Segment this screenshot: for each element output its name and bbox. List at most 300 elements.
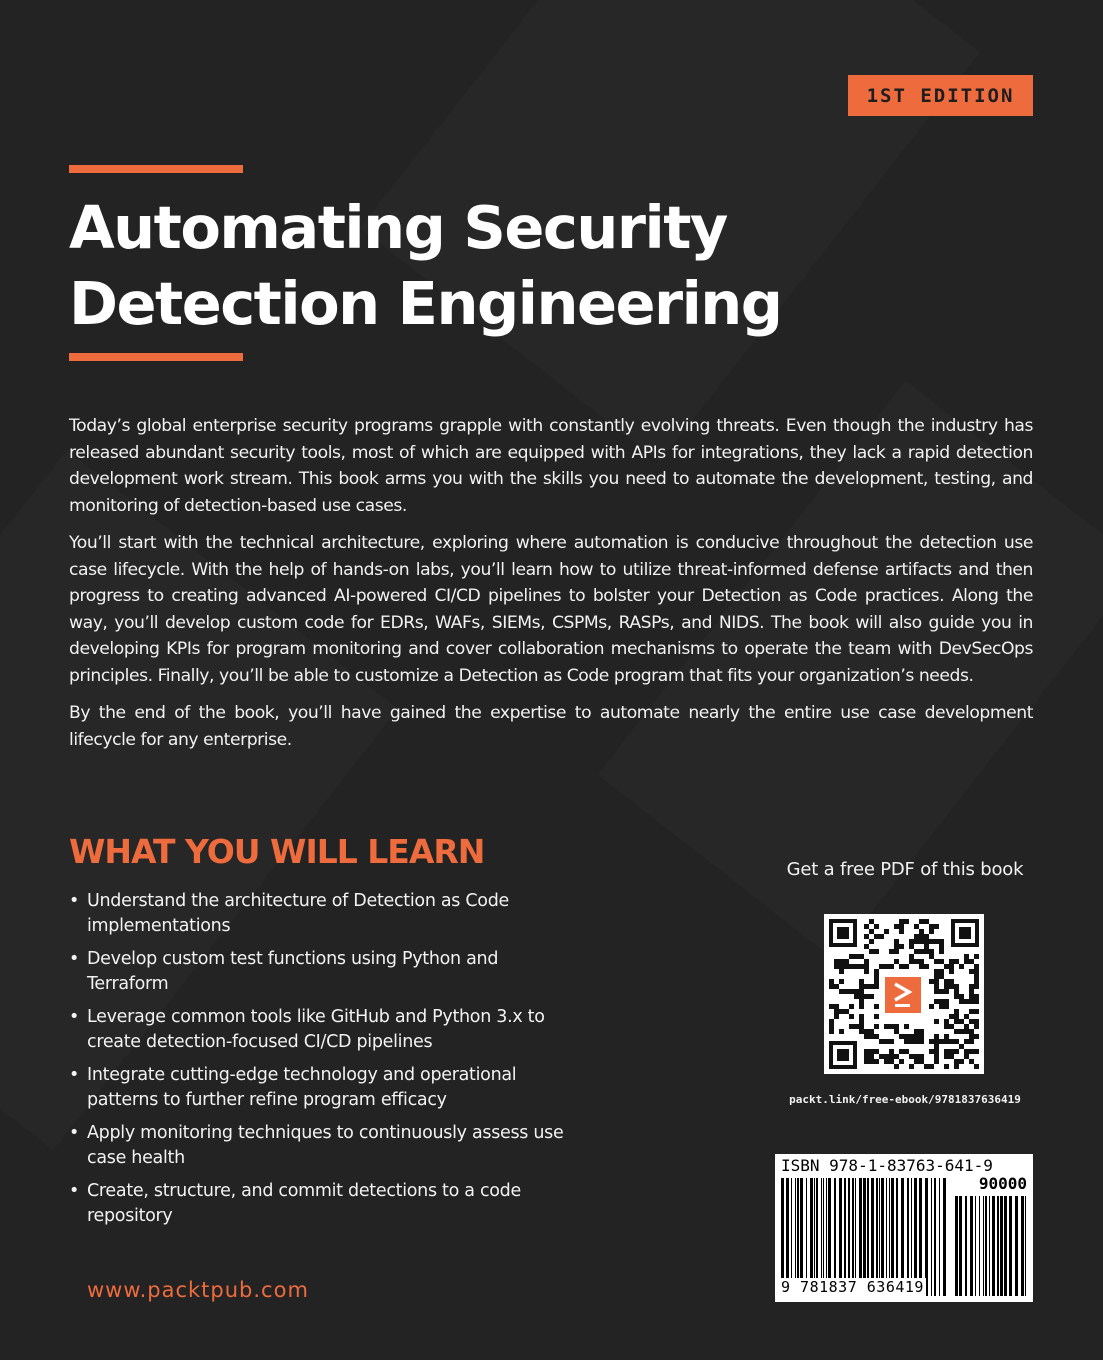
bullet-icon: • bbox=[69, 1123, 80, 1143]
qr-module bbox=[939, 989, 944, 994]
qr-module bbox=[949, 1054, 954, 1059]
qr-module bbox=[874, 979, 879, 984]
qr-module bbox=[939, 969, 944, 974]
qr-module bbox=[954, 994, 959, 999]
learn-heading: WHAT YOU WILL LEARN bbox=[69, 832, 485, 871]
qr-module bbox=[864, 1054, 869, 1059]
qr-module bbox=[934, 1039, 939, 1044]
qr-module bbox=[889, 1024, 894, 1029]
qr-module bbox=[944, 984, 949, 989]
qr-module bbox=[834, 1004, 839, 1009]
qr-module bbox=[899, 964, 904, 969]
qr-module bbox=[929, 929, 934, 934]
qr-module bbox=[924, 1064, 929, 1069]
qr-module bbox=[974, 1009, 979, 1014]
qr-module bbox=[874, 1004, 879, 1009]
qr-module bbox=[894, 1054, 899, 1059]
bullet-icon: • bbox=[69, 1065, 80, 1085]
qr-module bbox=[914, 939, 919, 944]
qr-module bbox=[899, 1059, 904, 1064]
qr-module bbox=[864, 984, 869, 989]
qr-module bbox=[969, 999, 974, 1004]
qr-module bbox=[934, 974, 939, 979]
qr-module bbox=[964, 1049, 969, 1054]
qr-module bbox=[939, 999, 944, 1004]
qr-module bbox=[919, 959, 924, 964]
barcode-bar bbox=[965, 1196, 967, 1296]
qr-module bbox=[954, 1064, 959, 1069]
bullet-icon: • bbox=[69, 891, 80, 911]
book-title: Automating Security Detection Engineering bbox=[69, 193, 782, 338]
qr-module bbox=[869, 1049, 874, 1054]
learn-item-text: Integrate cutting-edge technology and operational patterns to further refine program efficacy bbox=[87, 1065, 517, 1110]
barcode-bar bbox=[939, 1178, 940, 1296]
qr-module bbox=[894, 959, 899, 964]
qr-module bbox=[864, 1029, 869, 1034]
qr-module bbox=[839, 964, 844, 969]
qr-module bbox=[909, 1034, 914, 1039]
qr-module bbox=[954, 1019, 959, 1024]
qr-finder-top-right bbox=[951, 919, 979, 947]
qr-module bbox=[934, 1049, 939, 1054]
qr-module bbox=[974, 999, 979, 1004]
learn-item bbox=[69, 1121, 569, 1171]
barcode-bar bbox=[983, 1196, 984, 1296]
barcode-bar bbox=[1025, 1196, 1026, 1296]
barcode-bar bbox=[955, 1196, 958, 1296]
qr-module bbox=[914, 1059, 919, 1064]
qr-module bbox=[889, 964, 894, 969]
qr-module bbox=[904, 1039, 909, 1044]
qr-module bbox=[894, 924, 899, 929]
qr-module bbox=[919, 964, 924, 969]
qr-module bbox=[969, 1039, 974, 1044]
qr-module bbox=[874, 1024, 879, 1029]
edition-badge: 1ST EDITION bbox=[848, 75, 1033, 116]
qr-module bbox=[874, 1034, 879, 1039]
qr-module bbox=[904, 919, 909, 924]
qr-module bbox=[894, 944, 899, 949]
qr-module bbox=[859, 1014, 864, 1019]
qr-module bbox=[899, 919, 904, 924]
qr-module bbox=[849, 1014, 854, 1019]
qr-module bbox=[934, 1059, 939, 1064]
qr-module bbox=[964, 1054, 969, 1059]
learn-list bbox=[69, 889, 569, 1237]
qr-module bbox=[944, 964, 949, 969]
qr-module bbox=[884, 1024, 889, 1029]
qr-module bbox=[859, 979, 864, 984]
qr-module bbox=[954, 1009, 959, 1014]
qr-module bbox=[969, 989, 974, 994]
description-paragraph: By the end of the book, you’ll have gained the expertise to automate nearly the entire use case development lifecycle for any enterprise. bbox=[69, 703, 1033, 750]
qr-module bbox=[894, 949, 899, 954]
qr-module bbox=[869, 994, 874, 999]
barcode-bar bbox=[931, 1178, 932, 1296]
qr-module bbox=[969, 959, 974, 964]
barcode-bar bbox=[975, 1196, 976, 1296]
learn-item-text: Understand the architecture of Detection as Code implementations bbox=[87, 891, 509, 936]
barcode-bar bbox=[1015, 1196, 1018, 1296]
qr-module bbox=[904, 1049, 909, 1054]
qr-module bbox=[974, 1049, 979, 1054]
qr-module bbox=[909, 944, 914, 949]
qr-module bbox=[964, 999, 969, 1004]
qr-module bbox=[854, 964, 859, 969]
qr-module bbox=[919, 1034, 924, 1039]
qr-module bbox=[949, 1024, 954, 1029]
qr-module bbox=[829, 1004, 834, 1009]
qr-module bbox=[974, 1034, 979, 1039]
qr-module bbox=[934, 979, 939, 984]
qr-module bbox=[929, 979, 934, 984]
qr-module bbox=[969, 1034, 974, 1039]
qr-module bbox=[949, 984, 954, 989]
barcode-bar bbox=[970, 1196, 973, 1296]
qr-module bbox=[859, 1024, 864, 1029]
qr-module bbox=[839, 969, 844, 974]
learn-item bbox=[69, 1005, 569, 1055]
qr-module bbox=[909, 1054, 914, 1059]
qr-module bbox=[969, 1019, 974, 1024]
qr-module bbox=[894, 1064, 899, 1069]
qr-module bbox=[944, 979, 949, 984]
bullet-icon: • bbox=[69, 1007, 80, 1027]
qr-module bbox=[974, 964, 979, 969]
qr-module bbox=[944, 1004, 949, 1009]
qr-module bbox=[959, 1044, 964, 1049]
qr-module bbox=[944, 1039, 949, 1044]
qr-module bbox=[899, 1049, 904, 1054]
qr-code-graphic bbox=[824, 914, 984, 1074]
qr-module bbox=[864, 959, 869, 964]
qr-module bbox=[914, 1029, 919, 1034]
qr-module bbox=[839, 1009, 844, 1014]
qr-module bbox=[844, 964, 849, 969]
qr-module bbox=[954, 1059, 959, 1064]
qr-module bbox=[919, 1059, 924, 1064]
qr-module bbox=[924, 964, 929, 969]
qr-module bbox=[889, 1059, 894, 1064]
qr-module bbox=[929, 1039, 934, 1044]
qr-module bbox=[829, 1024, 834, 1029]
barcode-bar bbox=[959, 1196, 962, 1296]
qr-module bbox=[929, 1004, 934, 1009]
qr-module bbox=[914, 924, 919, 929]
qr-module bbox=[859, 1004, 864, 1009]
qr-code[interactable] bbox=[824, 914, 984, 1074]
barcode-bar bbox=[943, 1178, 946, 1296]
qr-module bbox=[929, 924, 934, 929]
qr-module bbox=[919, 1039, 924, 1044]
barcode-bar bbox=[992, 1196, 995, 1296]
qr-module bbox=[964, 1039, 969, 1044]
qr-module bbox=[914, 959, 919, 964]
qr-module bbox=[959, 994, 964, 999]
qr-module bbox=[959, 1019, 964, 1024]
qr-module bbox=[949, 1039, 954, 1044]
qr-module bbox=[834, 1014, 839, 1019]
qr-module bbox=[854, 954, 859, 959]
qr-module bbox=[964, 959, 969, 964]
qr-module bbox=[879, 964, 884, 969]
qr-module bbox=[884, 1059, 889, 1064]
barcode-bar bbox=[1009, 1196, 1012, 1296]
qr-module bbox=[954, 1049, 959, 1054]
qr-module bbox=[974, 1064, 979, 1069]
qr-module bbox=[969, 1049, 974, 1054]
qr-module bbox=[849, 989, 854, 994]
qr-module bbox=[869, 949, 874, 954]
qr-module bbox=[964, 954, 969, 959]
qr-module bbox=[969, 994, 974, 999]
qr-module bbox=[899, 929, 904, 934]
bullet-icon: • bbox=[69, 949, 80, 969]
qr-module bbox=[974, 1019, 979, 1024]
qr-module bbox=[879, 934, 884, 939]
qr-module bbox=[874, 949, 879, 954]
qr-module bbox=[954, 1014, 959, 1019]
learn-item-text: Apply monitoring techniques to continuously assess use case health bbox=[87, 1123, 564, 1168]
qr-module bbox=[859, 984, 864, 989]
qr-module bbox=[944, 999, 949, 1004]
qr-module bbox=[964, 1024, 969, 1029]
qr-module bbox=[974, 1024, 979, 1029]
qr-module bbox=[889, 1039, 894, 1044]
qr-module bbox=[974, 969, 979, 974]
qr-module bbox=[924, 939, 929, 944]
qr-module bbox=[909, 954, 914, 959]
learn-item bbox=[69, 1179, 569, 1229]
qr-module bbox=[869, 1029, 874, 1034]
qr-module bbox=[924, 919, 929, 924]
qr-module bbox=[864, 934, 869, 939]
qr-module bbox=[884, 964, 889, 969]
qr-module bbox=[874, 934, 879, 939]
qr-module bbox=[919, 1054, 924, 1059]
qr-module bbox=[829, 979, 834, 984]
qr-module bbox=[919, 1029, 924, 1034]
qr-module bbox=[869, 1054, 874, 1059]
qr-module bbox=[864, 1049, 869, 1054]
qr-module bbox=[929, 1064, 934, 1069]
qr-module bbox=[874, 1049, 879, 1054]
qr-module bbox=[904, 964, 909, 969]
qr-module bbox=[934, 939, 939, 944]
qr-module bbox=[834, 964, 839, 969]
qr-module bbox=[889, 949, 894, 954]
free-pdf-caption: Get a free PDF of this book bbox=[786, 859, 1024, 880]
qr-module bbox=[974, 984, 979, 989]
qr-module bbox=[869, 1059, 874, 1064]
price-code: 90000 bbox=[978, 1174, 1027, 1193]
qr-module bbox=[854, 994, 859, 999]
qr-module bbox=[944, 1024, 949, 1029]
qr-module bbox=[919, 939, 924, 944]
qr-module bbox=[929, 1049, 934, 1054]
qr-module bbox=[944, 1034, 949, 1039]
qr-module bbox=[944, 1049, 949, 1054]
qr-module bbox=[869, 984, 874, 989]
qr-module bbox=[859, 994, 864, 999]
qr-module bbox=[909, 1064, 914, 1069]
qr-module bbox=[934, 1019, 939, 1024]
qr-module bbox=[934, 1034, 939, 1039]
qr-module bbox=[884, 929, 889, 934]
qr-module bbox=[964, 1029, 969, 1034]
barcode-bar bbox=[1004, 1196, 1007, 1296]
qr-module bbox=[894, 1029, 899, 1034]
qr-module bbox=[879, 1054, 884, 1059]
qr-module bbox=[969, 1009, 974, 1014]
qr-module bbox=[839, 959, 844, 964]
qr-module bbox=[959, 1059, 964, 1064]
bullet-icon: • bbox=[69, 1181, 80, 1201]
barcode-bar bbox=[997, 1196, 999, 1296]
qr-module bbox=[874, 969, 879, 974]
qr-module bbox=[869, 939, 874, 944]
qr-module bbox=[839, 989, 844, 994]
description-paragraph: Today’s global enterprise security programs grapple with constantly evolving threats. Even though the industry has released abundant security tools, most of which are equipped with APIs for integrations, they lack a rapid detection development work stream. This book arms you with the skills you need to automate the development, testing, and monitoring of detection-based use cases. bbox=[69, 416, 1033, 516]
qr-module bbox=[859, 1019, 864, 1024]
qr-module bbox=[864, 1059, 869, 1064]
qr-module bbox=[929, 949, 934, 954]
qr-module bbox=[834, 984, 839, 989]
qr-module bbox=[914, 1039, 919, 1044]
qr-module bbox=[934, 924, 939, 929]
barcode-bar bbox=[934, 1178, 936, 1296]
barcode-bar bbox=[989, 1196, 990, 1296]
qr-module bbox=[884, 1054, 889, 1059]
qr-module bbox=[844, 959, 849, 964]
qr-module bbox=[884, 1039, 889, 1044]
qr-module bbox=[874, 974, 879, 979]
qr-module bbox=[839, 1029, 844, 1034]
qr-module bbox=[919, 949, 924, 954]
qr-module bbox=[834, 959, 839, 964]
qr-module bbox=[949, 964, 954, 969]
qr-module bbox=[934, 1054, 939, 1059]
qr-module bbox=[844, 989, 849, 994]
qr-module bbox=[909, 939, 914, 944]
qr-module bbox=[944, 1054, 949, 1059]
title-rule-bottom bbox=[69, 353, 243, 361]
qr-module bbox=[894, 1024, 899, 1029]
qr-module bbox=[974, 979, 979, 984]
qr-module bbox=[874, 1059, 879, 1064]
book-description bbox=[69, 413, 1033, 764]
qr-module bbox=[944, 989, 949, 994]
qr-module bbox=[949, 959, 954, 964]
barcode-bar bbox=[985, 1196, 987, 1296]
barcode-digits: 9 781837 636419 bbox=[781, 1278, 924, 1296]
qr-module bbox=[914, 949, 919, 954]
description-paragraph: You’ll start with the technical architecture, exploring where automation is conducive throughout the detection use case lifecycle. With the help of hands-on labs, you’ll learn how to utilize threat-informed defense artifacts and then progress to creating advanced AI-powered CI/CD pipelines to bolster your Detection as Code practices. Along the way, you’ll develop custom code for EDRs, WAFs, SIEMs, CSPMs, RASPs, and NIDS. The book will also guide you in developing KPIs for program monitoring and cover collaboration mechanisms to operate the team with DevSecOps principles. Finally, you’ll be able to customize a Detection as Code program that fits your organization’s needs. bbox=[69, 533, 1033, 686]
qr-finder-top-left bbox=[829, 919, 857, 947]
qr-module bbox=[899, 944, 904, 949]
qr-module bbox=[859, 999, 864, 1004]
qr-finder-bottom-left bbox=[829, 1041, 857, 1069]
qr-module bbox=[869, 929, 874, 934]
qr-module bbox=[889, 1049, 894, 1054]
qr-module bbox=[864, 924, 869, 929]
qr-module bbox=[864, 994, 869, 999]
qr-module bbox=[919, 919, 924, 924]
qr-module bbox=[914, 934, 919, 939]
publisher-website-link[interactable]: www.packtpub.com bbox=[87, 1278, 309, 1302]
qr-module bbox=[904, 1024, 909, 1029]
barcode-bar bbox=[1000, 1196, 1003, 1296]
qr-module bbox=[954, 989, 959, 994]
qr-module bbox=[914, 1034, 919, 1039]
qr-module bbox=[934, 1044, 939, 1049]
qr-module bbox=[859, 964, 864, 969]
qr-module bbox=[854, 1024, 859, 1029]
qr-module bbox=[954, 959, 959, 964]
qr-module bbox=[929, 954, 934, 959]
qr-module bbox=[874, 984, 879, 989]
qr-module bbox=[949, 1014, 954, 1019]
qr-module bbox=[859, 1029, 864, 1034]
qr-module bbox=[934, 999, 939, 1004]
qr-module bbox=[949, 979, 954, 984]
qr-module bbox=[909, 959, 914, 964]
qr-module bbox=[864, 964, 869, 969]
qr-module bbox=[829, 1029, 834, 1034]
qr-module bbox=[929, 939, 934, 944]
qr-module bbox=[849, 1004, 854, 1009]
qr-module bbox=[894, 939, 899, 944]
free-ebook-link[interactable]: packt.link/free-ebook/9781837636419 bbox=[789, 1093, 1021, 1106]
qr-module bbox=[864, 1034, 869, 1039]
qr-module bbox=[939, 944, 944, 949]
qr-module bbox=[939, 949, 944, 954]
qr-module bbox=[869, 919, 874, 924]
qr-module bbox=[904, 1034, 909, 1039]
barcode-bar bbox=[979, 1196, 980, 1296]
qr-module bbox=[914, 1054, 919, 1059]
qr-module bbox=[864, 944, 869, 949]
qr-module bbox=[944, 1064, 949, 1069]
qr-module bbox=[869, 1034, 874, 1039]
qr-module bbox=[959, 999, 964, 1004]
qr-module bbox=[889, 1054, 894, 1059]
qr-module bbox=[969, 1059, 974, 1064]
qr-module bbox=[874, 1014, 879, 1019]
learn-item-text: Leverage common tools like GitHub and Python 3.x to create detection-focused CI/CD pipelines bbox=[87, 1007, 545, 1052]
title-rule-top bbox=[69, 165, 243, 173]
qr-module bbox=[964, 1014, 969, 1019]
qr-module bbox=[959, 1029, 964, 1034]
qr-module bbox=[939, 974, 944, 979]
qr-module bbox=[949, 1049, 954, 1054]
qr-module bbox=[859, 989, 864, 994]
qr-module bbox=[939, 1039, 944, 1044]
qr-module bbox=[919, 929, 924, 934]
qr-module bbox=[969, 984, 974, 989]
qr-module bbox=[934, 959, 939, 964]
qr-module bbox=[924, 944, 929, 949]
qr-module bbox=[939, 959, 944, 964]
qr-module bbox=[974, 954, 979, 959]
qr-module bbox=[834, 1009, 839, 1014]
qr-module bbox=[849, 954, 854, 959]
qr-module bbox=[939, 939, 944, 944]
qr-module bbox=[939, 1004, 944, 1009]
qr-module bbox=[969, 969, 974, 974]
qr-module bbox=[974, 974, 979, 979]
learn-item bbox=[69, 889, 569, 939]
